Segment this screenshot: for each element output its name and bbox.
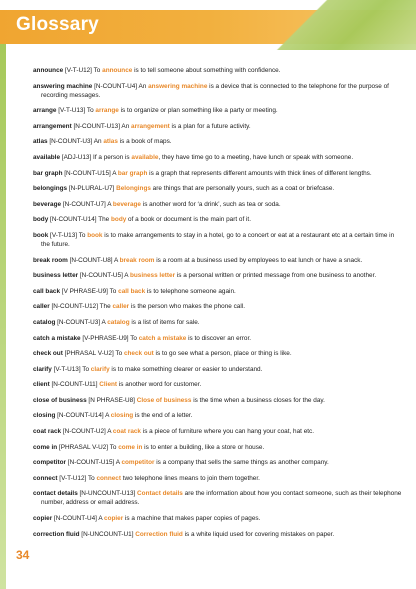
grammar-tag: [N-COUNT-U7] A [61, 200, 113, 208]
glossary-entry [33, 215, 403, 224]
glossary-entry [33, 396, 403, 405]
highlighted-term: copier [104, 515, 124, 523]
highlighted-term: arrange [95, 107, 119, 115]
headword: close of business [33, 396, 87, 404]
definition-text: is to organize or plan something like a party or meeting. [118, 107, 278, 115]
definition-text: , they have time go to a meeting, have lunch or speak with someone. [158, 153, 354, 161]
definition-text: is a graph that represents different amounts with thick lines of different lengths. [147, 169, 372, 177]
highlighted-term: competitor [121, 459, 155, 467]
headword: competitor [33, 459, 67, 467]
headword: copier [33, 515, 53, 523]
headword: check out [33, 350, 63, 358]
glossary-entry [33, 474, 403, 483]
glossary-entry [33, 256, 403, 265]
definition-text: of a book or document is the main part of it. [126, 216, 251, 224]
highlighted-term: come in [118, 443, 143, 451]
definition-text: is to enter a building, like a store or house. [142, 443, 265, 451]
definition-text: two telephone lines means to join them together. [120, 474, 260, 482]
highlighted-term: clarify [90, 365, 110, 373]
definition-text: is to make something clearer or easier to understand. [109, 365, 263, 373]
grammar-tag: [N-COUNT-U12] The [49, 303, 113, 311]
definition-text: is to go see what a person, place or thing is like. [153, 350, 292, 358]
highlighted-term: available [131, 153, 159, 161]
glossary-entry [33, 334, 403, 343]
definition-text: is a white liquid used for covering mistakes on paper. [182, 530, 335, 538]
grammar-tag: [N-COUNT-U14] The [48, 216, 112, 224]
definition-text: is a list of items for sale. [129, 318, 200, 326]
grammar-tag: [N-UNCOUNT-U13] [77, 490, 138, 498]
highlighted-term: catalog [107, 318, 130, 326]
headword: connect [33, 474, 58, 482]
grammar-tag: [N-COUNT-U2] A [61, 428, 113, 436]
definition-text: is a device that is connected to the telephone for the purpose of recording messages. [41, 82, 389, 99]
highlighted-term: break room [119, 256, 155, 264]
headword: body [33, 216, 49, 224]
glossary-entry [33, 287, 403, 296]
headword: catalog [33, 318, 56, 326]
glossary-entry [33, 200, 403, 209]
grammar-tag: [N-COUNT-U11] [49, 381, 100, 389]
headword: atlas [33, 138, 48, 146]
headword: call back [33, 287, 61, 295]
highlighted-term: Correction fluid [135, 530, 183, 538]
glossary-entry [33, 184, 403, 193]
definition-text: is to tell someone about something with confidence. [132, 67, 281, 74]
highlighted-term: Contact details [137, 490, 183, 498]
definition-text: is a room at a business used by employees to eat lunch or have a snack. [154, 256, 363, 264]
grammar-tag: [V-PHRASE-U9] To [80, 334, 139, 342]
glossary-entry [33, 458, 403, 467]
highlighted-term: connect [96, 474, 121, 482]
headword: client [33, 381, 50, 389]
glossary-entry [33, 302, 403, 311]
headword: book [33, 231, 49, 239]
definition-text: is a plan for a future activity. [169, 122, 251, 130]
highlighted-term: announce [102, 67, 133, 74]
page-number: 34 [16, 548, 30, 562]
glossary-entry [33, 153, 403, 162]
headword: beverage [33, 200, 62, 208]
highlighted-term: body [111, 216, 127, 224]
headword: clarify [33, 365, 52, 373]
highlighted-term: catch a mistake [138, 334, 187, 342]
definition-text: are things that are personally yours, such as a coat or briefcase. [150, 185, 335, 193]
glossary-entry [33, 169, 403, 178]
definition-text: is another word for ‘a drink’, such as tea or soda. [141, 200, 281, 208]
grammar-tag: [N-COUNT-U5] A [78, 272, 130, 280]
glossary-entry [33, 530, 403, 539]
highlighted-term: call back [118, 287, 146, 295]
definition-text: is to discover an error. [186, 334, 252, 342]
grammar-tag: [N-COUNT-U3] An [47, 138, 104, 146]
glossary-entry [33, 137, 403, 146]
definition-text: is another word for customer. [117, 381, 202, 389]
headword: answering machine [33, 82, 93, 90]
grammar-tag: [N-COUNT-U3] A [55, 318, 108, 326]
headword: bar graph [33, 169, 63, 177]
grammar-tag: [N-UNCOUNT-U1] [79, 530, 136, 538]
grammar-tag: [V-T-U13] To [51, 365, 91, 373]
glossary-entry [33, 489, 403, 507]
glossary-entry [33, 380, 403, 389]
glossary-entry [33, 514, 403, 523]
highlighted-term: check out [123, 350, 154, 358]
glossary-entry [33, 365, 403, 374]
headword: available [33, 153, 61, 161]
definition-text: are the information about how you contact someone, such as their telephone number, address or email address. [41, 490, 402, 507]
left-accent-bar [0, 44, 6, 589]
grammar-tag: [PHRASAL V-U2] To [62, 350, 124, 358]
headword: announce [33, 67, 64, 74]
grammar-tag: [N PHRASE-U8] [86, 396, 137, 404]
highlighted-term: book [87, 231, 103, 239]
headword: catch a mistake [33, 334, 81, 342]
grammar-tag: [N-COUNT-U4] An [92, 82, 149, 90]
grammar-tag: [V PHRASE-U9] To [60, 287, 119, 295]
glossary-entry [33, 122, 403, 131]
grammar-tag: [N-PLURAL-U7] [67, 185, 117, 193]
definition-text: is a piece of furniture where you can hang your coat, hat etc. [141, 428, 315, 436]
highlighted-term: answering machine [148, 82, 208, 90]
glossary-entry [33, 443, 403, 452]
definition-text: is a personal written or printed message from one business to another. [175, 272, 377, 280]
glossary-entry [33, 231, 403, 249]
glossary-entry [33, 349, 403, 358]
grammar-tag: [V-T-U12] To [63, 67, 103, 74]
glossary-entry [33, 106, 403, 115]
glossary-list [33, 66, 403, 545]
headword: contact details [33, 490, 78, 498]
definition-text: is to make arrangements to stay in a hotel, go to a concert or eat at a restaurant etc at a certain time in the future. [41, 231, 395, 248]
grammar-tag: [N-COUNT-U4] A [52, 515, 105, 523]
definition-text: is a company that sells the same things as another company. [154, 459, 329, 467]
grammar-tag: [N-COUNT-U14] A [55, 412, 111, 420]
headword: coat rack [33, 428, 62, 436]
headword: closing [33, 412, 56, 420]
glossary-entry [33, 82, 403, 100]
definition-text: is the end of a letter. [133, 412, 193, 420]
headword: correction fluid [33, 530, 80, 538]
headword: break room [33, 256, 68, 264]
grammar-tag: [N-COUNT-U15] A [62, 169, 118, 177]
highlighted-term: bar graph [117, 169, 148, 177]
glossary-entry [33, 318, 403, 327]
grammar-tag: [V-T-U12] To [57, 474, 97, 482]
definition-text: is a book of maps. [117, 138, 172, 146]
glossary-entry [33, 427, 403, 436]
headword: arrange [33, 107, 57, 115]
grammar-tag: [N-COUNT-U13] An [71, 122, 132, 130]
definition-text: is to telephone someone again. [145, 287, 236, 295]
headword: arrangement [33, 122, 72, 130]
glossary-entry [33, 271, 403, 280]
glossary-entry [33, 66, 403, 75]
highlighted-term: business letter [129, 272, 176, 280]
highlighted-term: beverage [112, 200, 141, 208]
highlighted-term: Client [99, 381, 118, 389]
headword: business letter [33, 272, 79, 280]
highlighted-term: coat rack [112, 428, 141, 436]
grammar-tag: [PHRASAL V-U2] To [57, 443, 119, 451]
grammar-tag: [N-COUNT-U8] A [67, 256, 120, 264]
grammar-tag: [N-COUNT-U15] A [66, 459, 122, 467]
definition-text: is the time when a business closes for the day. [191, 396, 325, 404]
definition-text: is the person who makes the phone call. [129, 303, 245, 311]
highlighted-term: atlas [103, 138, 118, 146]
page-title: Glossary [16, 14, 99, 35]
definition-text: is a machine that makes paper copies of pages. [123, 515, 261, 523]
headword: come in [33, 443, 58, 451]
page-header [0, 0, 416, 50]
grammar-tag: [V-T-U13] To [56, 107, 96, 115]
highlighted-term: caller [112, 303, 130, 311]
highlighted-term: Belongings [116, 185, 151, 193]
glossary-entry [33, 411, 403, 420]
highlighted-term: Close of business [136, 396, 192, 404]
headword: belongings [33, 185, 68, 193]
headword: caller [33, 303, 50, 311]
highlighted-term: closing [110, 412, 134, 420]
grammar-tag: [ADJ-U13] If a person is [60, 153, 132, 161]
grammar-tag: [V-T-U13] To [48, 231, 88, 239]
highlighted-term: arrangement [131, 122, 170, 130]
